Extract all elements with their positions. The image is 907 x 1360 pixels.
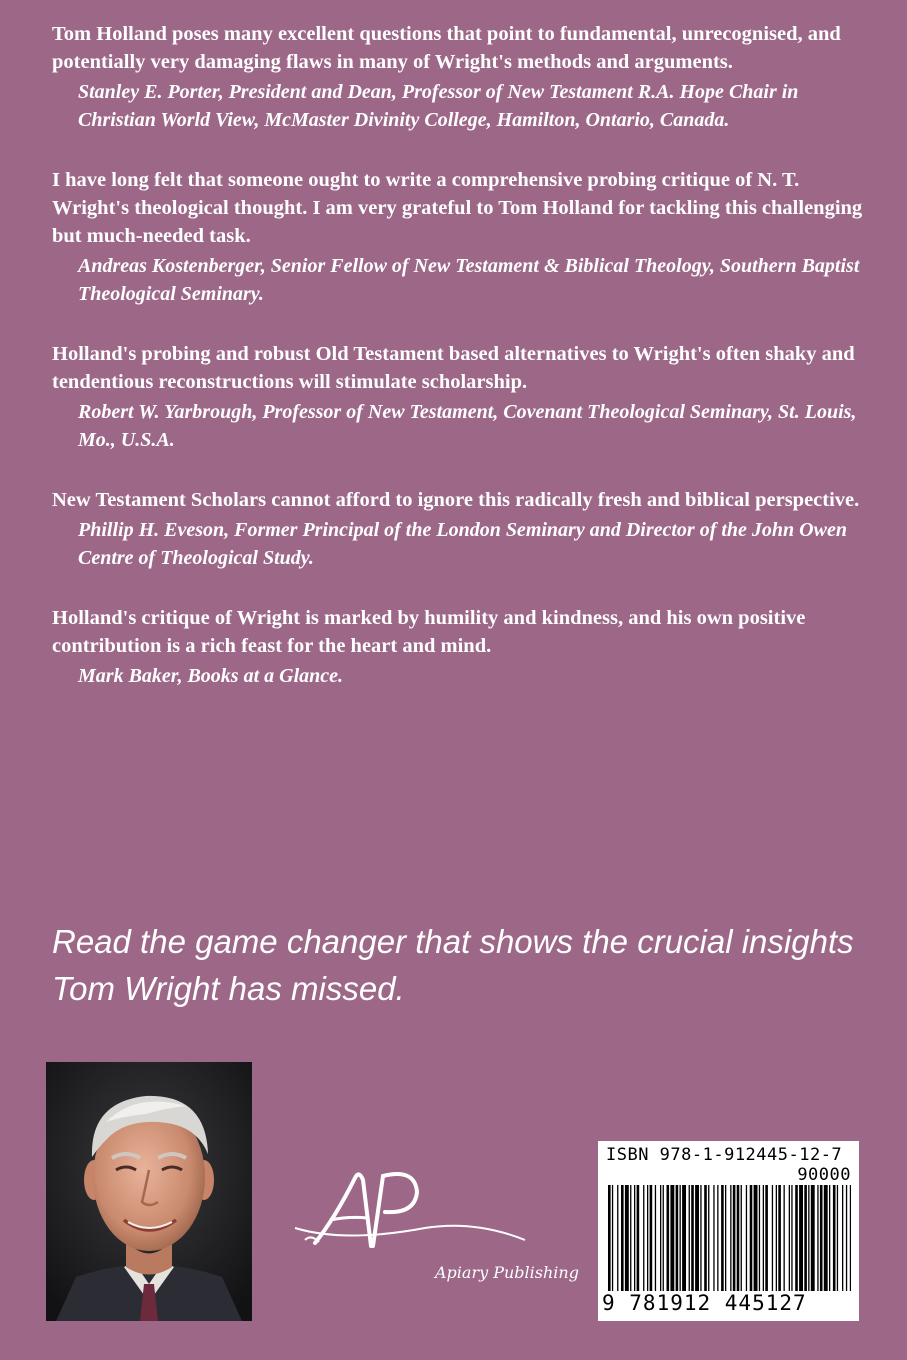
endorsement-baker [52,604,872,690]
barcode-bar [680,1185,681,1291]
barcode-bar [617,1185,618,1291]
price-code: 90000 [797,1165,851,1185]
barcode-bar [663,1185,664,1291]
barcode-bar [791,1185,792,1291]
barcode-bar [647,1185,648,1291]
endorsement-attribution: Stanley E. Porter, President and Dean, Professor of New Testament R.A. Hope Chair in Christian World View, McMaster Divinity College, Hamilton, Ontario, Canada. [78,81,799,131]
barcode-bar [837,1185,838,1291]
barcode-bar [660,1185,661,1291]
barcode-bar [676,1185,679,1291]
barcode-bar [625,1185,629,1291]
endorsement-yarbrough [52,340,872,454]
barcode-bar [842,1185,843,1291]
endorsement-quote: I have long felt that someone ought to write a comprehensive probing critique of N. T. Wright's theological thought. I am very grateful to Tom Holland for tackling this challenging but much-needed task. [52,169,863,247]
barcode-bar [763,1185,764,1291]
author-portrait-illustration [46,1062,252,1321]
barcode-bar [655,1185,656,1291]
barcode-bar [689,1185,690,1291]
barcode-bar [765,1185,768,1291]
barcode-bar [721,1185,724,1291]
endorsement-quote: New Testament Scholars cannot afford to ignore this radically fresh and biblical perspective. [52,489,860,511]
barcode-bar [667,1185,670,1291]
barcode-digits: 9 781912 445127 [602,1291,807,1315]
barcode-bar [741,1185,742,1291]
barcode-bar [833,1185,836,1291]
endorsement-quote: Tom Holland poses many excellent questions that point to fundamental, unrecognised, and potentially very damaging flaws in many of Wright's methods and arguments. [52,23,841,73]
barcode-bar [733,1185,736,1291]
barcode-bar [759,1185,760,1291]
ap-monogram-icon [275,1158,579,1308]
barcode-bar [808,1185,809,1291]
barcode-bar [754,1185,758,1291]
barcode-bar [713,1185,714,1291]
barcode-bar [737,1185,740,1291]
barcode-bar [789,1185,790,1291]
endorsement-attribution: Andreas Kostenberger, Senior Fellow of New Testament & Biblical Theology, Southern Baptist Theological Seminary. [78,255,860,305]
barcode-bar [637,1185,640,1291]
tagline: Read the game changer that shows the crucial insights Tom Wright has missed. [52,923,854,1007]
barcode-bar [829,1185,830,1291]
barcode-bar [784,1185,785,1291]
barcode-bar [700,1185,701,1291]
endorsement-attribution: Mark Baker, Books at a Glance. [78,665,344,687]
barcode-bar [621,1185,624,1291]
barcode-bar [691,1185,694,1291]
publisher-name: Apiary Publishing [435,1263,579,1282]
endorsement-attribution: Phillip H. Eveson, Former Principal of the London Seminary and Director of the John Owen Centre of Theological Study. [78,519,847,569]
barcode-bar [811,1185,815,1291]
barcode-bar [650,1185,653,1291]
barcode-bar [746,1185,747,1291]
barcode-bar [695,1185,699,1291]
barcode-bar [817,1185,818,1291]
barcode-bar [776,1185,777,1291]
endorsement-eveson [52,486,872,572]
barcode-bar [608,1185,611,1291]
barcode-bar [725,1185,726,1291]
endorsement-quote: Holland's critique of Wright is marked by humility and kindness, and his own positive contribution is a rich feast for the heart and mind. [52,607,806,657]
barcode-bar [795,1185,798,1291]
barcode-bar [778,1185,781,1291]
barcode-bar [730,1185,731,1291]
barcode-bar [704,1185,707,1291]
barcode-bar [772,1185,773,1291]
endorsement-quote: Holland's probing and robust Old Testament based alternatives to Wright's often shaky and tendentious reconstructions will stimulate scholarship. [52,343,855,393]
barcode-bar [634,1185,635,1291]
publisher-logo [275,1158,579,1308]
endorsement-porter [52,20,872,134]
barcode-bar [643,1185,644,1291]
barcode-bar [820,1185,823,1291]
barcode-bar [804,1185,807,1291]
author-photo [46,1062,252,1321]
barcode-bar [630,1185,631,1291]
barcode-bar [682,1185,686,1291]
isbn-barcode [598,1141,859,1321]
barcode-bar [799,1185,803,1291]
barcode-bar [717,1185,718,1291]
barcode-bars [608,1185,851,1291]
barcode-bar [612,1185,613,1291]
endorsements [52,20,872,722]
endorsement-kostenberger [52,166,872,308]
endorsement-attribution: Robert W. Yarbrough, Professor of New Testament, Covenant Theological Seminary, St. Louis, Mo., U.S.A. [78,401,857,451]
barcode-bar [850,1185,851,1291]
barcode-bar [846,1185,847,1291]
barcode-bar [708,1185,709,1291]
barcode-bar [824,1185,828,1291]
barcode-bar [750,1185,753,1291]
barcode-bar [670,1185,674,1291]
isbn-label: ISBN 978-1-912445-12-7 [606,1145,843,1165]
